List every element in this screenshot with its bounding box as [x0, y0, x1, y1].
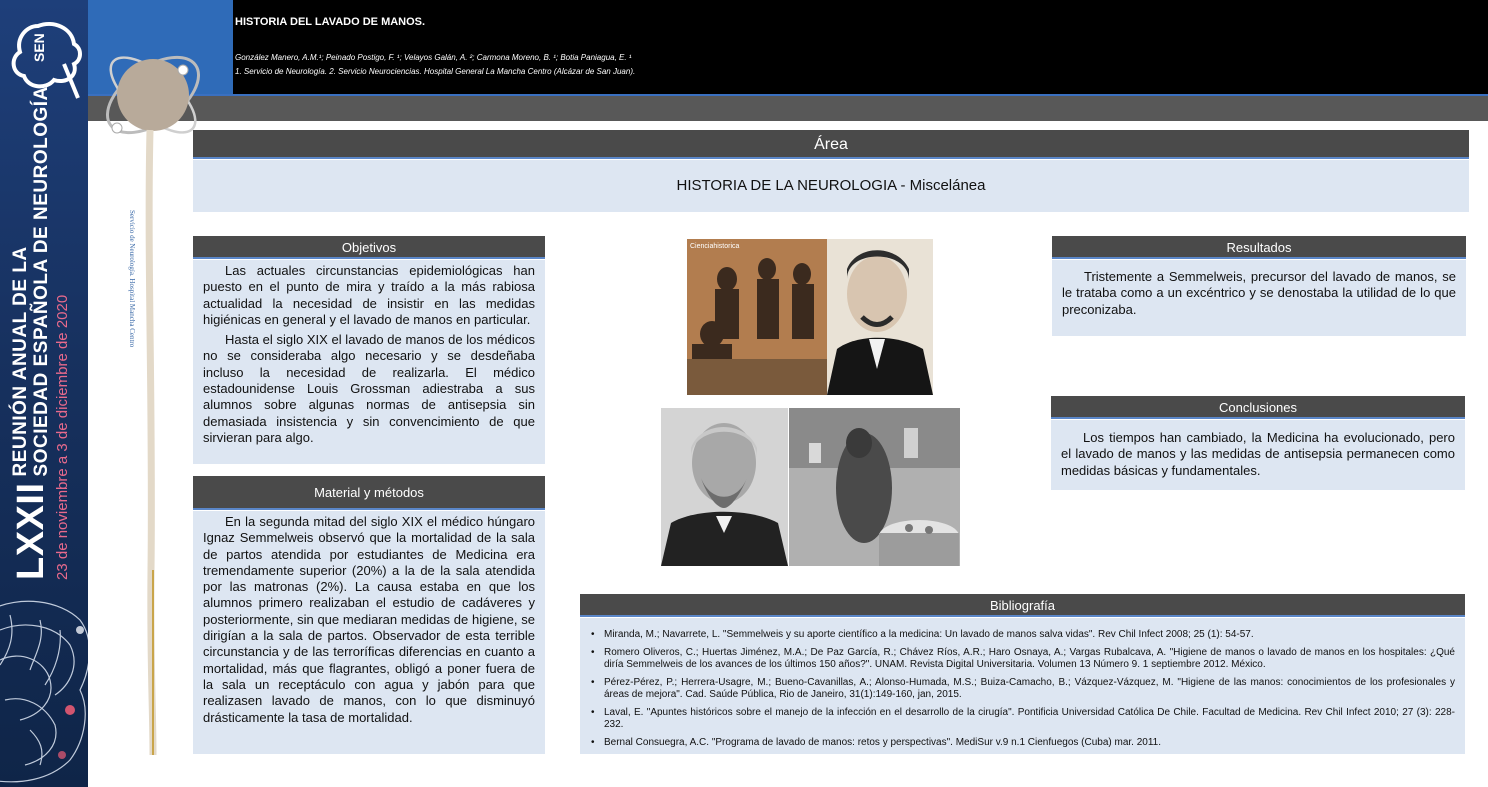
bibliography-item: • Pérez-Pérez, P.; Herrera-Usagre, M.; Bueno-Cavanillas, A.; Alonso-Humada, M.S.; Buiza-Camacho, B.; Vázquez-Vázquez, M. "Higiene de las manos: conocimientos de los profesionales y áreas de mejora". Cad. Saúde Pública, Rio de Janeiro, 31(1):149-160, jan, 2015. — [582, 677, 1455, 702]
poster-title: HISTORIA DEL LAVADO DE MANOS. — [235, 16, 426, 28]
bibliografia-body — [580, 618, 1465, 754]
semmelweis-collage-photo — [687, 239, 933, 395]
bibliography-item: • Miranda, M.; Navarrete, L. "Semmelweis y su aporte científico a la medicina: Un lavado de manos salva vidas". Rev Chil Infect 2008; 25 (1): 54-57. — [582, 629, 1455, 642]
svg-text:SEN: SEN — [31, 33, 47, 62]
conclusiones-body — [1051, 420, 1465, 490]
edition-number: LXXII — [10, 482, 52, 580]
poster-affiliation: 1. Servicio de Neurología. 2. Servicio Neurociencias. Hospital General La Mancha Centro (Alcázar de San Juan). — [235, 67, 636, 76]
material-body — [193, 511, 545, 754]
bibliography-item: • Laval, E. "Apuntes históricos sobre el manejo de la infección en el desarrollo de la cirugía". Pontificia Universidad Católica De Chile. Facultad de Medicina. Rev Chil Infect 2010; 27 (3): 228-232. — [582, 707, 1455, 732]
conclusiones-paragraph-1: Los tiempos han cambiado, la Medicina ha evolucionado, pero el lavado de manos y las medidas de antisepsia permanecen como medidas básicas y fundamentales. — [1061, 430, 1455, 478]
bibliografia-heading: Bibliografía — [580, 594, 1465, 617]
material-paragraph-1: En la segunda mitad del siglo XIX el médico húngaro Ignaz Semmelweis observó que la mortalidad de la sala de partos atendida por estudiantes de Medicina era tremendamente superior (20%) a la de la sala atendida por las matronas (2%). La causa estaba en que los alumnos primero realizaban el estudio de cadáveres y posteriormente, sin que mediaran medidas de higiene, se dirigían a la sala de partos. Observador de esta terrible circunstancia y de las terroríficas diferencias en cuanto a mortalidad, más que flagrantes, obligó a poner fuera de la sala un receptáculo con agua y jabón para que realizasen lavado de manos, con lo que disminuyó drásticamente la tasa de mortalidad. — [203, 514, 535, 725]
side-vertical-text: Servicio de Neurología. Hospital Mancha Centro — [128, 210, 136, 348]
hand-washing-engraving-photo — [789, 408, 960, 566]
svg-text:Cienciahistorica: Cienciahistorica — [690, 243, 740, 250]
neuron-decoration — [95, 10, 205, 760]
congress-line-1: REUNIÓN ANUAL DE LA — [10, 246, 31, 477]
congress-dates: 23 de noviembre a 3 de diciembre de 2020 — [54, 294, 71, 580]
area-heading: Área — [193, 130, 1469, 159]
brain-illustration — [0, 590, 88, 787]
header-divider-bar — [88, 94, 1488, 121]
objetivos-heading: Objetivos — [193, 236, 545, 259]
area-value: HISTORIA DE LA NEUROLOGIA - Miscelánea — [193, 160, 1469, 212]
bibliography-item: • Romero Oliveros, C.; Huertas Jiménez, M.A.; De Paz García, R.; Chávez Ríos, A.R.; Haro Osnaya, A.; Vargas Rubalcava, A. "Higiene de manos o lavado de manos en los hospitales: ¿Qué diría Semmelweis de los avances de los últimos 150 años?". UNAM. Revista Digital Universitaria. Volumen 13 Número 9. 1 septiembre 2012. México. — [582, 647, 1455, 672]
resultados-heading: Resultados — [1052, 236, 1466, 259]
objetivos-body — [193, 260, 545, 464]
poster-header — [88, 0, 1488, 94]
objetivos-paragraph-2: Hasta el siglo XIX el lavado de manos de los médicos no se consideraba algo necesario y se desdeñaba incluso la necesidad de realizarla. El médico estadounidense Louis Grossman adiestraba a sus alumnos sobre algunas normas de antisepsia sin demasiada insistencia y sin convencimiento de que sirvieran para algo. — [203, 332, 535, 445]
bibliography-item: • Bernal Consuegra, A.C. "Programa de lavado de manos: retos y perspectivas". MediSur v.9 n.1 Cienfuegos (Cuba) mar. 2011. — [582, 737, 1455, 750]
material-heading: Material y métodos — [193, 476, 545, 510]
conclusiones-heading: Conclusiones — [1051, 396, 1465, 419]
congress-title — [10, 86, 71, 580]
bibliography-list — [582, 629, 1455, 749]
objetivos-paragraph-1: Las actuales circunstancias epidemiológicas han puesto en el punto de mira y traído a la más rabiosa actualidad la necesidad de insistir en las medidas higiénicas en general y el lavado de manos en particular. — [203, 263, 535, 327]
semmelweis-portrait-photo — [661, 408, 788, 566]
resultados-paragraph-1: Tristemente a Semmelweis, precursor del lavado de manos, se le trataba como a un excéntrico y se denostaba la utilidad de lo que preconizaba. — [1062, 269, 1456, 317]
congress-line-2: SOCIEDAD ESPAÑOLA DE NEUROLOGÍA — [31, 86, 52, 477]
congress-banner — [0, 0, 88, 787]
resultados-body — [1052, 260, 1466, 336]
poster-authors: González Manero, A.M.¹; Peinado Postigo, F. ¹; Velayos Galán, A. ²; Carmona Moreno, B. ¹; Botia Paniagua, E. ¹ — [235, 53, 632, 62]
